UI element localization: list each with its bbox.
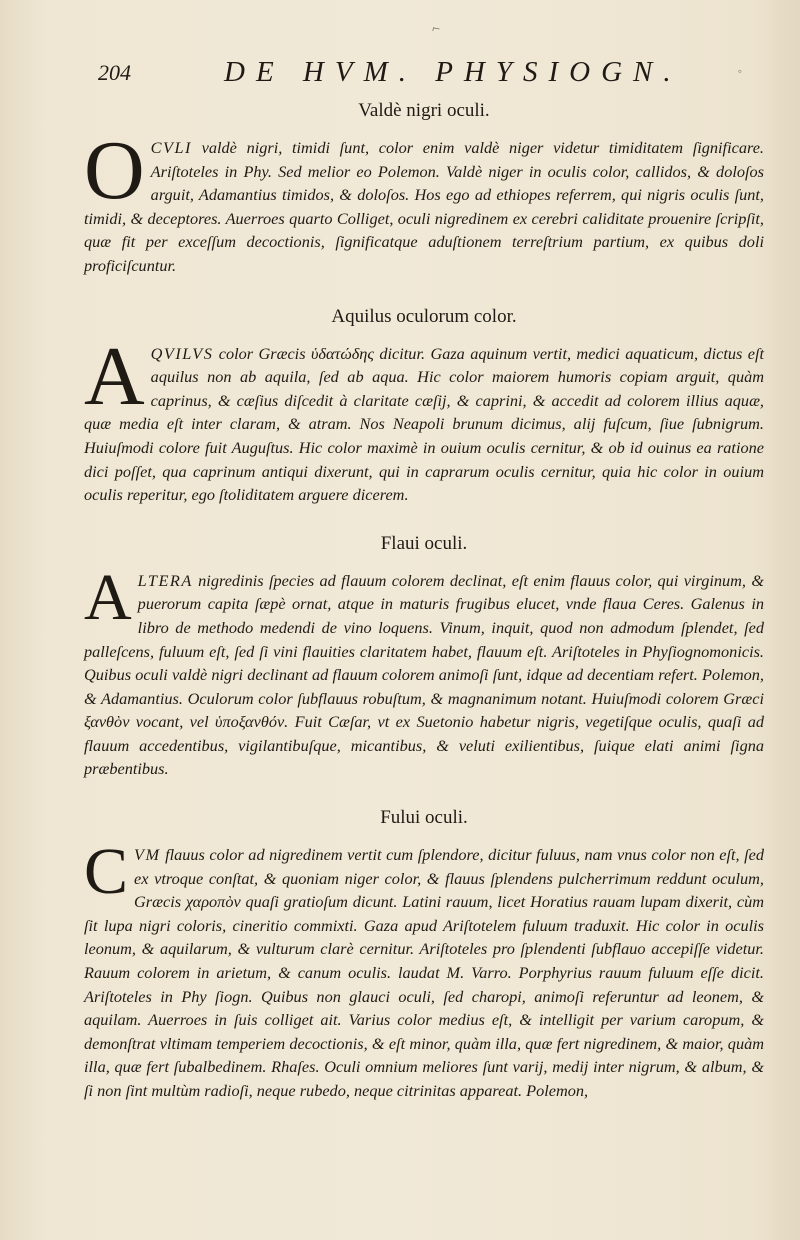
section-flaui: [84, 533, 764, 781]
section-paragraph: [84, 835, 764, 1103]
section-valde-nigri: [84, 100, 764, 278]
ink-dot-mark: ◦: [737, 64, 742, 78]
section-title: Valdè nigri oculi.: [358, 100, 490, 121]
section-paragraph: [84, 124, 764, 278]
section-title: Flaui oculi.: [380, 532, 468, 554]
page-header: [84, 56, 764, 96]
drop-cap-initial: C: [84, 835, 129, 909]
section-title: Aquilus oculorum color.: [331, 305, 517, 327]
drop-cap-initial: O: [84, 124, 145, 217]
section-paragraph: [84, 329, 764, 507]
lead-word: CVLI: [150, 138, 192, 157]
margin-mark: ⌐: [430, 21, 442, 38]
paragraph-text: valdè nigri, timidi ſunt, color enim valdè niger videtur timiditatem ſignificare. Ariſtoteles in Phy. Sed melior eo Polemon. Valdè niger in oculis color, callidos, & doloſos arguit, Adamantius timidos, & doloſos. Hos ego ad ethiopes referrem, qui nigris oculis ſunt, timidi, & deceptores. Auerroes quarto Colliget, oculi nigredinem ex cerebri caliditate prouenire ſcripſit, quæ fit per exceſſum decoctionis, ſignificatque aduſtionem terreſtrium partium, ex quibus doli proficiſcuntur.: [84, 138, 764, 275]
drop-cap-initial: A: [84, 560, 132, 634]
page-number: 204: [98, 60, 131, 85]
paragraph-text: flauus color ad nigredinem vertit cum ſplendore, dicitur fuluus, nam vnus color non eſt, ſed ex vtroque conſtat, & quoniam niger color, & flauus ſplendens pulcherrimum reddunt oculum, Græcis χαροπὸν quaſi gratioſum dicunt. Latini rauum, licet Horatius rauam lupam dixerit, cùm ſit lupa nigri coloris, cineritio commixti. Gaza apud Ariſtotelem fuluum traduxit. Hic color in oculis leonum, & aquilarum, & vulturum clarè cernitur. Ariſtoteles pro ſplendenti ſubflauo accepiſſe videtur. Rauum colorem in arietum, & canum oculis. laudat M. Varro. Porphyrius rauum fuluum eſſe dicit. Ariſtoteles in Phy ſiogn. Quibus non glauci oculi, ſed charopi, animoſi referuntur ad leonem, & aquilam. Auerroes in ſuis colliget ait. Varius color medius eſt, & intelligit per varium caropum, & demonſtrat vltimam temperiem decoctionis, & eſt minor, quàm illa, quæ fert nigredinem, & maior, quàm illa, quæ fert ſubalbedinem. Rhaſes. Oculi omnium meliores ſunt varij, medij inter nigrum, & album, & ſi non ſint multùm radioſi, neque rubedo, neque citrinitas appareat. Polemon,: [84, 845, 764, 1100]
drop-cap-initial: A: [84, 329, 145, 423]
lead-word: VM: [134, 845, 161, 865]
paragraph-text: nigredinis ſpecies ad flauum colorem declinat, eſt enim flauus color, qui virginum, & puerorum capita ſæpè ornat, atque in maturis frugibus elucet, vnde flaua Ceres. Galenus in libro de methodo medendi de vino loquens. Vinum, inquit, quod non admodum ſplendet, ſed palleſcens, fuluum eſt, ſed ſi vini flauities claritatem habet, flauum eſt. Ariſtoteles in Phyſiognomonicis. Quibus oculi valdè nigri declinant ad flauum colorem animoſi ſunt, idque ad decentiam refert. Polemon, & Adamantius. Oculorum color ſubflauus robuſtum, & magnanimum notant. Huiuſmodi colorem Græci ξανθὸν vocant, vel ὑποξανθόν. Fuit Cæſar, vt ex Suetonio habetur nigris, vegetiſque oculis, quaſi ad flauum accedentibus, vigilantibuſque, micantibus, & veluti exilientibus, ſuique elati animi ſigna præbentibus.: [84, 570, 764, 779]
section-fului: [84, 807, 764, 1103]
lead-word: QVILVS: [150, 343, 214, 363]
paragraph-text: color Græcis ὑδατώδης dicitur. Gaza aquinum vertit, medici aquaticum, dictus eſt aquilus non ab aquila, ſed ab aqua. Hic color maiorem humoris copiam arguit, quàm caprinus, & cæſius diſcedit à claritate cæſij, & caprini, & accedit ad colorem illius aquæ, quæ media eſt inter claram, & atram. Nos Neapoli brunum dicimus, alij fuſcum, ſiue ſubnigrum. Huiuſmodi colore fuit Auguſtus. Hic color maximè in ouium oculis cernitur, & ob id ouinus ea ratione dici poſſet, qua caprinum antiqui dixerunt, qui in caprarum oculis cernitur, quia hic color in ouium oculis reperitur, ego ſtoliditatem arguere dicerem.: [84, 343, 764, 505]
section-title: Fului oculi.: [380, 807, 468, 829]
lead-word: LTERA: [137, 570, 193, 590]
section-paragraph: [84, 560, 764, 781]
running-head: DE HVM. PHYSIOGN.: [224, 56, 682, 88]
section-aquilus: [84, 306, 764, 507]
